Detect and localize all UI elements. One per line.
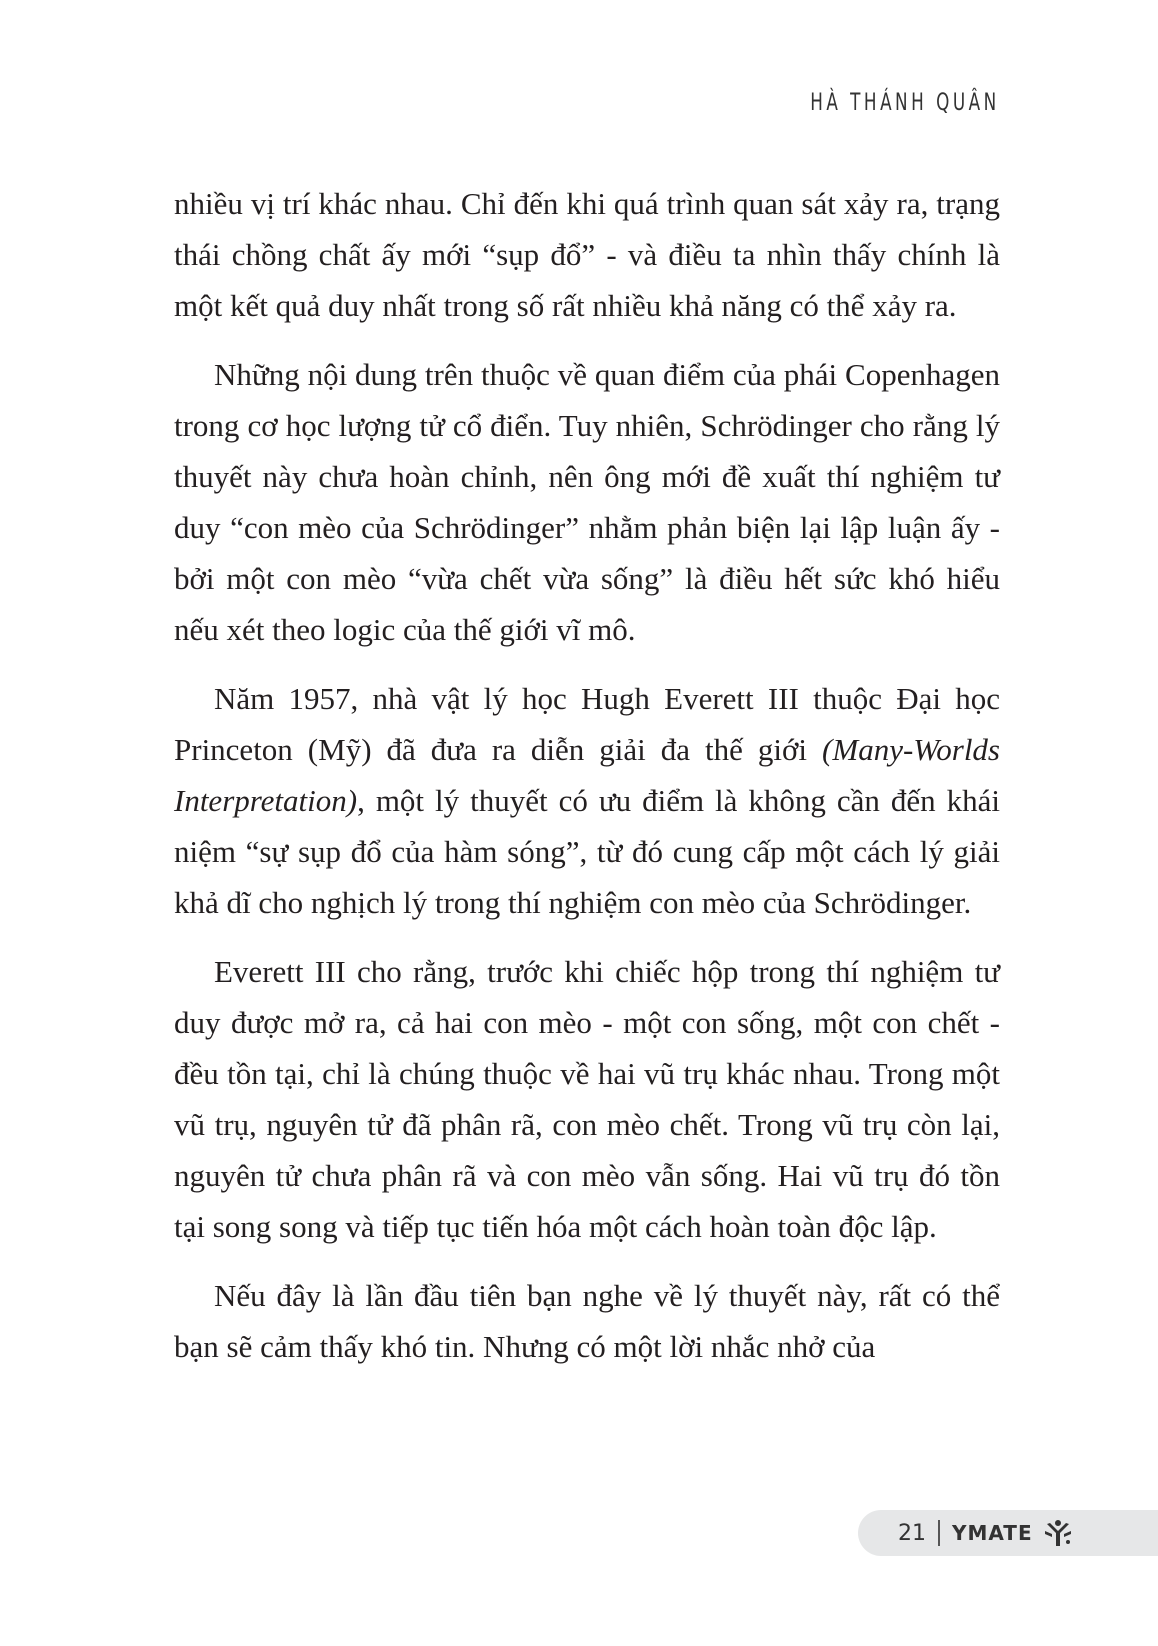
- footer-pill: [858, 1510, 1158, 1556]
- running-head: HÀ THÁNH QUÂN: [810, 88, 1000, 116]
- paragraph-copenhagen: Những nội dung trên thuộc về quan điểm của phái Copenhagen trong cơ học lượng tử cổ điển. Tuy nhiên, Schrödinger cho rằng lý thuyết này chưa hoàn chỉnh, nên ông mới đề xuất thí nghiệm tư duy “con mèo của Schrödinger” nhằm phản biện lại lập luận ấy - bởi một con mèo “vừa chết vừa sống” là điều hết sức khó hiểu nếu xét theo logic của thế giới vĩ mô.: [174, 357, 1000, 647]
- paragraph-two-universes: Everett III cho rằng, trước khi chiếc hộp trong thí nghiệm tư duy được mở ra, cả hai con mèo - một con sống, một con chết - đều tồn tại, chỉ là chúng thuộc về hai vũ trụ khác nhau. Trong một vũ trụ, nguyên tử đã phân rã, con mèo chết. Trong vũ trụ còn lại, nguyên tử chưa phân rã và con mèo vẫn sống. Hai vũ trụ đó tồn tại song song và tiếp tục tiến hóa một cách hoàn toàn độc lập.: [174, 954, 1000, 1244]
- paragraph-text-after: , một lý thuyết có ưu điểm là không cần đến khái niệm “sự sụp đổ của hàm sóng”, từ đó cung cấp một cách lý giải khả dĩ cho nghịch lý trong thí nghiệm con mèo của Schrödinger.: [174, 783, 1000, 920]
- paragraph-continued: nhiều vị trí khác nhau. Chỉ đến khi quá trình quan sát xảy ra, trạng thái chồng chất ấy mới “sụp đổ” - và điều ta nhìn thấy chính là một kết quả duy nhất trong số rất nhiều khả năng có thể xảy ra.: [174, 186, 1000, 323]
- paragraph-everett-1957: [174, 673, 1000, 928]
- ymate-logo-icon: [1043, 1518, 1073, 1548]
- footer-divider: [938, 1520, 940, 1546]
- paragraph-first-time: Nếu đây là lần đầu tiên bạn nghe về lý thuyết này, rất có thể bạn sẽ cảm thấy khó tin. Nhưng có một lời nhắc nhở của: [174, 1278, 1000, 1364]
- brand-name: YMATE: [952, 1521, 1033, 1545]
- paragraph-text-before: Năm 1957, nhà vật lý học Hugh Everett III thuộc Đại học Princeton (Mỹ) đã đưa ra diễn giải đa thế giới: [174, 681, 1000, 767]
- page-number: 21: [898, 1520, 926, 1546]
- body-text: [174, 178, 1000, 1372]
- many-worlds-term: (Many-Worlds Interpretation): [174, 732, 1000, 818]
